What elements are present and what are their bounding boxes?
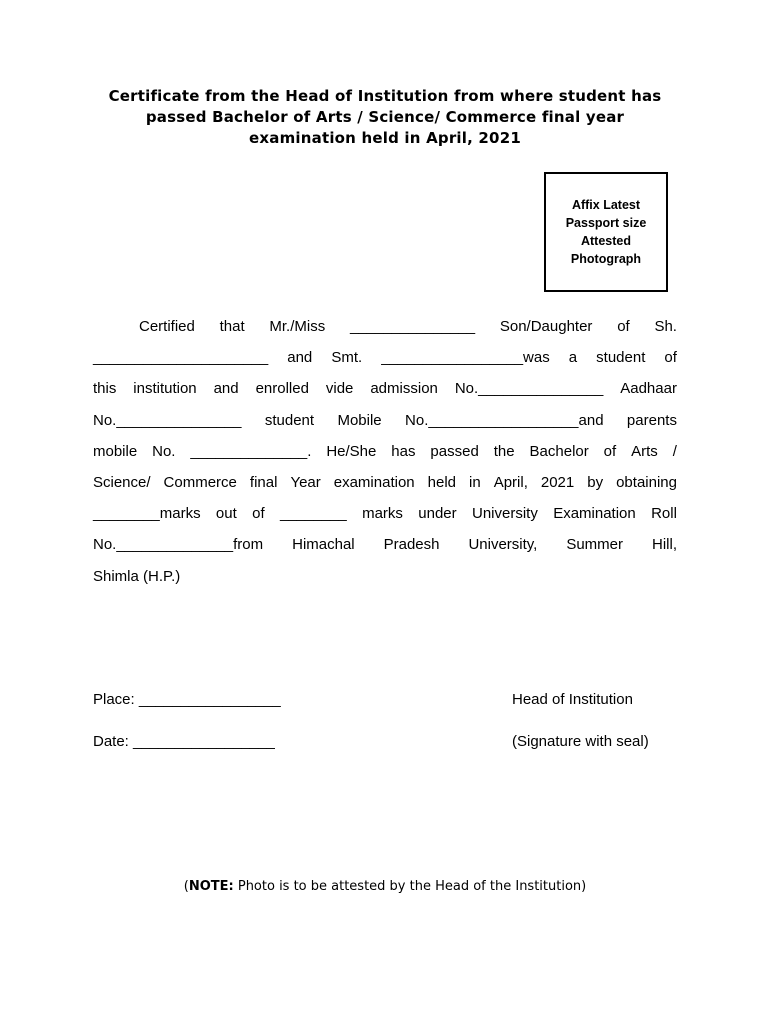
body-word: Mobile — [337, 411, 382, 429]
body-word: Commerce — [163, 473, 237, 491]
body-word: Examination — [553, 505, 636, 523]
photo-box-line-4: Photograph — [570, 252, 642, 266]
body-word: Science/ — [93, 473, 151, 491]
body-word: and — [213, 380, 239, 398]
photo-box-line-3: Attested — [580, 234, 631, 248]
body-line — [93, 408, 677, 439]
body-word: Arts — [631, 442, 658, 460]
body-line — [93, 501, 677, 532]
body-word: of — [252, 505, 265, 523]
body-word: of — [603, 442, 617, 460]
body-word: No.______________from — [93, 536, 264, 554]
body-line-last: Shimla (H.P.) — [93, 567, 181, 585]
body-word: _____________________ — [93, 349, 269, 367]
signature-label: (Signature with seal) — [512, 733, 649, 750]
body-word: No._______________ — [93, 411, 242, 429]
body-word: Certified — [139, 318, 195, 335]
body-word: under — [418, 505, 457, 523]
body-word: Himachal — [292, 536, 355, 554]
body-word: and — [287, 349, 313, 367]
body-line — [93, 439, 677, 470]
body-word: _______________ — [349, 318, 476, 335]
body-word: No. — [152, 442, 176, 460]
body-line — [93, 345, 677, 376]
body-word: Hill, — [651, 536, 677, 554]
body-line — [93, 376, 677, 407]
title-line-3: examination held in April, 2021 — [249, 129, 521, 147]
body-word: vide — [325, 380, 354, 398]
head-of-institution-label: Head of Institution — [512, 691, 633, 708]
body-word: Bachelor — [529, 442, 589, 460]
body-word: admission — [370, 380, 438, 398]
body-word: Aadhaar — [620, 380, 677, 398]
place-field: Place: _________________ — [93, 691, 281, 708]
title-line-1: Certificate from the Head of Institution from where student has — [108, 87, 662, 105]
body-word: a — [568, 349, 578, 367]
document-title — [60, 86, 710, 149]
body-word: No._______________ — [454, 380, 604, 398]
date-field: Date: _________________ — [93, 733, 275, 750]
body-word: No.__________________and — [405, 411, 604, 429]
body-word: that — [219, 318, 245, 335]
body-word: Son/Daughter — [499, 318, 593, 335]
photo-box-line-1: Affix Latest — [571, 198, 641, 212]
body-word: University — [471, 505, 538, 523]
body-word: Roll — [651, 505, 677, 523]
body-word: has — [391, 442, 416, 460]
body-word: student — [264, 411, 315, 429]
body-line — [93, 532, 677, 563]
body-word: institution — [133, 380, 197, 398]
body-word: obtaining — [616, 473, 677, 491]
body-line — [93, 314, 677, 345]
body-word: Year — [290, 473, 321, 491]
note-label: NOTE: — [188, 879, 234, 894]
note — [0, 879, 770, 894]
body-word: out — [215, 505, 237, 523]
body-word: Summer — [566, 536, 624, 554]
body-word: by — [587, 473, 604, 491]
certificate-body — [93, 314, 677, 595]
body-word: / — [672, 442, 677, 460]
body-line — [93, 470, 677, 501]
body-word: 2021 — [540, 473, 575, 491]
body-word: mobile — [93, 442, 138, 460]
body-word: held — [427, 473, 456, 491]
note-open: ( — [183, 879, 189, 894]
title-line-2: passed Bachelor of Arts / Science/ Commerce final year — [145, 108, 625, 126]
body-word: ________ — [279, 505, 347, 523]
body-word: ________marks — [93, 505, 201, 523]
body-word: marks — [362, 505, 403, 523]
body-word: student — [596, 349, 646, 367]
body-word: enrolled — [255, 380, 309, 398]
photo-box — [544, 172, 668, 292]
body-word: Smt. — [331, 349, 363, 367]
body-word: Sh. — [654, 318, 677, 335]
body-word: Pradesh — [383, 536, 440, 554]
body-word: Mr./Miss — [269, 318, 326, 335]
body-word: this — [93, 380, 117, 398]
body-word: parents — [626, 411, 677, 429]
body-word: examination — [333, 473, 415, 491]
body-word: _________________was — [381, 349, 550, 367]
body-word: He/She — [326, 442, 377, 460]
note-text: Photo is to be attested by the Head of the Institution) — [233, 879, 587, 894]
body-word: ______________. — [190, 442, 312, 460]
body-word: of — [617, 318, 630, 335]
body-word: of — [664, 349, 677, 367]
body-word: April, — [493, 473, 528, 491]
body-word: in — [469, 473, 481, 491]
photo-box-line-2: Passport size — [565, 216, 647, 230]
body-word: the — [493, 442, 515, 460]
body-word: passed — [430, 442, 479, 460]
body-word: final — [249, 473, 278, 491]
body-word: University, — [468, 536, 538, 554]
